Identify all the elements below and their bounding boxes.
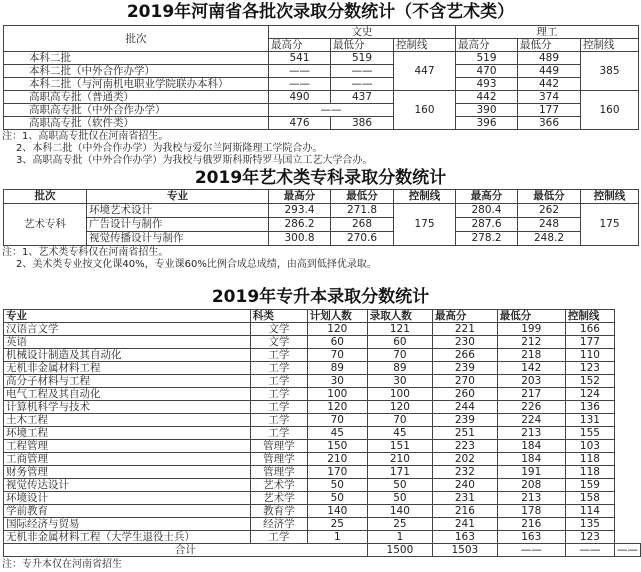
cell: 177 [518, 104, 581, 117]
column-header: 控制线 [394, 190, 456, 204]
cell: 114 [565, 505, 614, 518]
major: 工商管理 [4, 453, 251, 466]
header-row [4, 310, 641, 323]
major: 环境艺术设计 [87, 204, 269, 218]
major: 学前教育 [4, 505, 251, 518]
cell: 120 [307, 401, 367, 414]
cell: 152 [565, 375, 614, 388]
note: 注：1、艺术类专科仅在河南省招生。 [2, 247, 169, 258]
table-row [4, 466, 641, 479]
cell: 70 [367, 414, 432, 427]
cell: 100 [307, 388, 367, 401]
header-min: 最低分 [331, 39, 394, 52]
table1-title: 2019年河南省各批次录取分数统计（不含艺术类） [126, 2, 515, 22]
cell: 374 [518, 91, 581, 104]
cell: 管理学 [250, 440, 307, 453]
note: 3、高职高专批（中外合作办学）为我校与俄罗斯科斯特罗马国立工艺大学合办。 [16, 155, 373, 166]
column-header: 计划人数 [307, 310, 367, 323]
major: 汉语言文学 [4, 323, 251, 336]
cell: 442 [456, 91, 518, 104]
table1-notes [2, 131, 372, 167]
cell: 60 [367, 336, 432, 349]
cell: 1503 [433, 544, 498, 557]
cell: 45 [367, 427, 432, 440]
cell: 223 [433, 440, 498, 453]
batch-name: 高职高专批（中外合作办学） [4, 104, 269, 117]
header-batch: 批次 [4, 26, 269, 52]
cell: 经济学 [250, 518, 307, 531]
major: 土木工程 [4, 414, 251, 427]
cell: 270 [433, 375, 498, 388]
cell: 210 [367, 453, 432, 466]
cell: 160 [581, 91, 639, 130]
table-row [4, 414, 641, 427]
cell: 199 [497, 323, 565, 336]
cell: 教育学 [250, 505, 307, 518]
cell: 226 [497, 401, 565, 414]
batch-name: 本科二批（与河南机电职业学院联办本科） [4, 78, 269, 91]
cell: 177 [565, 336, 614, 349]
cell: 170 [307, 466, 367, 479]
batch-name: 高职高专批（软件类） [4, 117, 269, 130]
cell: 280.4 [456, 204, 518, 218]
table-row [4, 479, 641, 492]
cell: 171 [367, 466, 432, 479]
cell: 260 [433, 388, 498, 401]
cell: 541 [269, 52, 331, 65]
cell: 30 [307, 375, 367, 388]
cell: 244 [433, 401, 498, 414]
cell: 151 [367, 440, 432, 453]
cell: 437 [331, 91, 394, 104]
cell: 140 [307, 505, 367, 518]
cell: 管理学 [250, 466, 307, 479]
cell: 50 [367, 479, 432, 492]
cell: 262 [518, 204, 581, 218]
major: 电气工程及其自动化 [4, 388, 251, 401]
header-ctl: 控制线 [581, 39, 639, 52]
table-row [4, 375, 641, 388]
cell: 70 [367, 349, 432, 362]
header-ligong: 理工 [456, 26, 639, 39]
cell: 202 [433, 453, 498, 466]
cell: 艺术学 [250, 479, 307, 492]
table-row [4, 218, 639, 232]
cell: —— [615, 544, 641, 557]
cell: 231 [433, 492, 498, 505]
major: 广告设计与制作 [87, 218, 269, 232]
cell: —— [331, 65, 394, 78]
cell: 216 [433, 505, 498, 518]
cell: 89 [367, 362, 432, 375]
total-label: 合计 [4, 544, 368, 557]
cell: 118 [565, 466, 614, 479]
table2-title: 2019年艺术类专科录取分数统计 [194, 168, 447, 188]
cell: 396 [456, 117, 518, 130]
table-row [4, 492, 641, 505]
cell: 142 [497, 362, 565, 375]
cell: 266 [433, 349, 498, 362]
cell: 221 [433, 323, 498, 336]
major: 环境工程 [4, 427, 251, 440]
cell: —— [565, 544, 614, 557]
table-row [4, 453, 641, 466]
cell: 208 [497, 479, 565, 492]
column-header: 最低分 [518, 190, 581, 204]
major: 计算机科学与技术 [4, 401, 251, 414]
cell: 224 [497, 414, 565, 427]
table-row [4, 427, 641, 440]
major: 视觉传播设计与制作 [87, 232, 269, 246]
cell: 1500 [367, 544, 432, 557]
cell: 121 [367, 323, 432, 336]
cell: 163 [497, 531, 565, 544]
cell: 124 [565, 388, 614, 401]
cell: 493 [456, 78, 518, 91]
cell: 278.2 [456, 232, 518, 246]
batch-name: 本科二批（中外合作办学） [4, 65, 269, 78]
cell: 175 [394, 204, 456, 246]
cell: 工学 [250, 375, 307, 388]
major: 高分子材料与工程 [4, 375, 251, 388]
cell: 30 [367, 375, 432, 388]
cell: 216 [497, 518, 565, 531]
cell: 25 [307, 518, 367, 531]
batch-name: 艺术专科 [4, 204, 87, 246]
cell: 490 [269, 91, 331, 104]
cell: 489 [518, 52, 581, 65]
table-row [4, 401, 641, 414]
cell: 175 [581, 204, 639, 246]
header-ctl: 控制线 [394, 39, 456, 52]
cell: 118 [565, 453, 614, 466]
table-row [4, 65, 639, 78]
major: 环境设计 [4, 492, 251, 505]
cell: 1 [367, 531, 432, 544]
cell: 287.6 [456, 218, 518, 232]
cell: 艺术学 [250, 492, 307, 505]
table-row [4, 117, 639, 130]
batch-scores-table [3, 25, 639, 130]
table-row [4, 388, 641, 401]
cell: 45 [307, 427, 367, 440]
cell: 239 [433, 414, 498, 427]
art-scores-table [3, 189, 639, 246]
cell: 70 [307, 349, 367, 362]
cell: —— [269, 104, 394, 117]
cell: 50 [307, 479, 367, 492]
cell: 工学 [250, 362, 307, 375]
cell: 50 [307, 492, 367, 505]
cell: 210 [307, 453, 367, 466]
cell: 213 [497, 427, 565, 440]
batch-name: 本科二批 [4, 52, 269, 65]
table-row [4, 518, 641, 531]
cell: 271.8 [331, 204, 394, 218]
cell: 1 [307, 531, 367, 544]
major: 机械设计制造及其自动化 [4, 349, 251, 362]
header-min: 最低分 [518, 39, 581, 52]
table3-title: 2019年专升本录取分数统计 [211, 287, 430, 307]
major: 工程管理 [4, 440, 251, 453]
cell: 268 [331, 218, 394, 232]
cell: 60 [307, 336, 367, 349]
cell: 103 [565, 440, 614, 453]
cell: 166 [565, 323, 614, 336]
cell: 123 [565, 531, 614, 544]
cell: 217 [497, 388, 565, 401]
cell: 213 [497, 492, 565, 505]
table-row [4, 204, 639, 218]
total-row [4, 544, 641, 557]
cell: 447 [394, 52, 456, 91]
column-header: 录取人数 [367, 310, 432, 323]
table3-note: 注：专升本仅在河南省招生 [2, 559, 122, 570]
cell: 191 [497, 466, 565, 479]
upgrade-scores-table [3, 309, 641, 557]
table-row [4, 505, 641, 518]
cell: —— [269, 65, 331, 78]
cell: 文学 [250, 336, 307, 349]
major: 无机非金属材料工程 [4, 362, 251, 375]
cell: 25 [367, 518, 432, 531]
cell: —— [497, 544, 565, 557]
cell: 184 [497, 453, 565, 466]
header-max: 最高分 [456, 39, 518, 52]
cell: 工学 [250, 388, 307, 401]
table-row [4, 336, 641, 349]
note: 2、本科二批（中外合作办学）为我校与爱尔兰阿斯隆理工学院合办。 [16, 143, 323, 154]
table-row [4, 52, 639, 65]
column-header: 最高分 [269, 190, 331, 204]
cell: 300.8 [269, 232, 331, 246]
cell: 286.2 [269, 218, 331, 232]
batch-name: 高职高专批（普通类） [4, 91, 269, 104]
cell: 203 [497, 375, 565, 388]
cell: 工学 [250, 531, 307, 544]
column-header: 专业 [87, 190, 269, 204]
table-row [4, 440, 641, 453]
cell: 470 [456, 65, 518, 78]
cell: 218 [497, 349, 565, 362]
note: 2、美术类专业按文化课40%，专业课60%比例合成总成绩，由高到低择优录取。 [16, 259, 377, 270]
cell: 工学 [250, 427, 307, 440]
cell: 100 [367, 388, 432, 401]
cell: 159 [565, 479, 614, 492]
cell: 135 [565, 518, 614, 531]
column-header: 控制线 [581, 190, 639, 204]
cell: 442 [518, 78, 581, 91]
cell: 240 [433, 479, 498, 492]
cell: 131 [565, 414, 614, 427]
cell: 150 [307, 440, 367, 453]
cell: 184 [497, 440, 565, 453]
column-header: 专业 [4, 310, 251, 323]
header-wenshi: 文史 [269, 26, 456, 39]
cell: 212 [497, 336, 565, 349]
cell: 519 [331, 52, 394, 65]
cell: 232 [433, 466, 498, 479]
column-header: 科类 [250, 310, 307, 323]
major: 英语 [4, 336, 251, 349]
cell: 123 [565, 362, 614, 375]
cell: 248 [518, 218, 581, 232]
header-max: 最高分 [269, 39, 331, 52]
major: 财务管理 [4, 466, 251, 479]
table-row [4, 323, 641, 336]
cell: 155 [565, 427, 614, 440]
cell: 241 [433, 518, 498, 531]
cell: 89 [307, 362, 367, 375]
cell: 178 [497, 505, 565, 518]
cell: 管理学 [250, 453, 307, 466]
cell: 293.4 [269, 204, 331, 218]
table-row [4, 91, 639, 104]
column-header: 最低分 [497, 310, 565, 323]
cell: 476 [269, 117, 331, 130]
table-row [4, 349, 641, 362]
cell: 110 [565, 349, 614, 362]
cell: 366 [518, 117, 581, 130]
cell: —— [331, 78, 394, 91]
cell: 工学 [250, 349, 307, 362]
cell: 449 [518, 65, 581, 78]
column-header: 批次 [4, 190, 87, 204]
cell: 163 [433, 531, 498, 544]
cell: 251 [433, 427, 498, 440]
cell: 158 [565, 492, 614, 505]
cell: 160 [394, 91, 456, 130]
cell: 工学 [250, 414, 307, 427]
column-header: 最高分 [433, 310, 498, 323]
table2-notes [2, 247, 377, 271]
cell: 70 [307, 414, 367, 427]
cell: 248.2 [518, 232, 581, 246]
column-header: 最低分 [331, 190, 394, 204]
major: 国际经济与贸易 [4, 518, 251, 531]
cell: 519 [456, 52, 518, 65]
cell: 386 [331, 117, 394, 130]
major: 视觉传达设计 [4, 479, 251, 492]
cell: 390 [456, 104, 518, 117]
table-row [4, 104, 639, 117]
cell: 140 [367, 505, 432, 518]
cell: 230 [433, 336, 498, 349]
cell: 239 [433, 362, 498, 375]
note: 注：1、高职高专批仅在河南省招生。 [2, 131, 169, 142]
cell: 工学 [250, 401, 307, 414]
cell: 120 [307, 323, 367, 336]
table-row [4, 232, 639, 246]
cell: 385 [581, 52, 639, 91]
cell: 文学 [250, 323, 307, 336]
cell: 120 [367, 401, 432, 414]
column-header: 控制线 [565, 310, 614, 323]
table-row [4, 78, 639, 91]
table-row [4, 362, 641, 375]
table-row [4, 531, 641, 544]
major: 无机非金属材料工程（大学生退役士兵） [4, 531, 251, 544]
cell: 136 [565, 401, 614, 414]
cell: —— [269, 78, 331, 91]
cell: 50 [367, 492, 432, 505]
cell: 270.6 [331, 232, 394, 246]
column-header: 最高分 [456, 190, 518, 204]
